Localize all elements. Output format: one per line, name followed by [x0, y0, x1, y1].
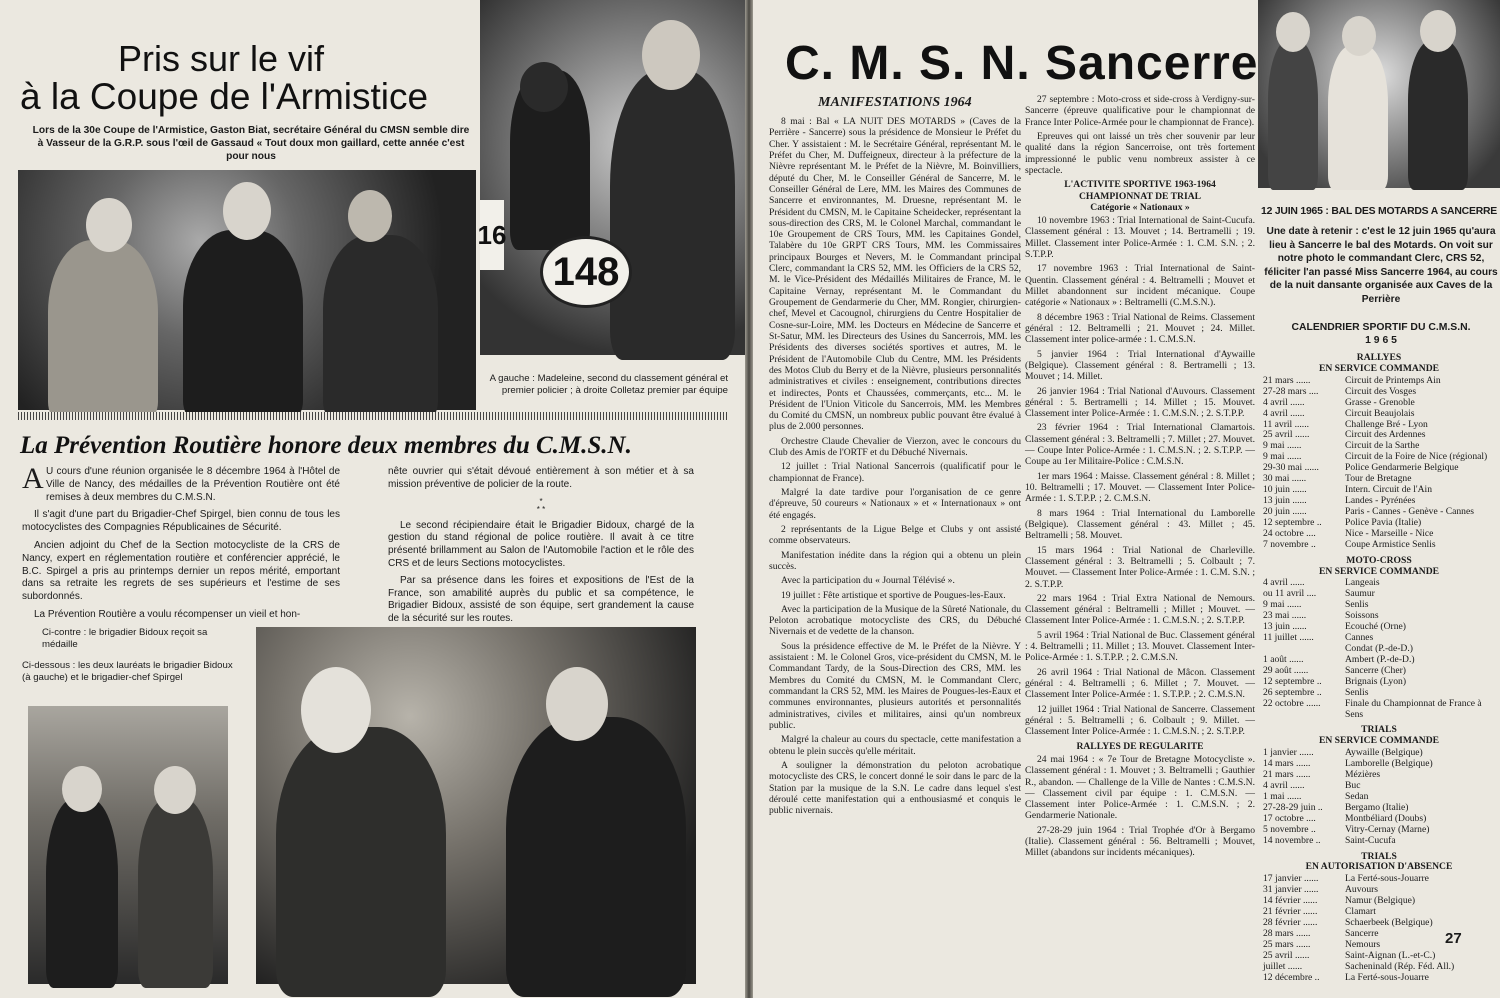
- calendar-section-heading: RALLYES EN SERVICE COMMANDE: [1318, 352, 1440, 374]
- calendar-date: 12 septembre ..: [1263, 516, 1322, 528]
- calendar-event: Condat (P.-de-D.): [1345, 642, 1413, 654]
- calendar-row: [1263, 688, 1495, 699]
- trial-result: 26 janvier 1964 : Trial National d'Auvours. Classement général : 5. Bertramelli ; 14. Millet ; 15. Mouvet. Classement inter Police-Armée : 1. C.M.S.N. ; 2. S.T.P.P.: [1025, 385, 1255, 420]
- calendar-date: 25 mars ......: [1263, 938, 1311, 950]
- calendar-row: [1263, 409, 1495, 420]
- calendar-event: Sancerre: [1345, 928, 1379, 940]
- calendar-event: Sancerre (Cher): [1345, 664, 1406, 676]
- calendar-event: Paris - Cannes - Genève - Cannes: [1345, 505, 1474, 517]
- bike-number-plate-16: [477, 200, 507, 270]
- trial-result: 8 mars 1964 : Trial International du Lamborelle (Belgique). Classement général : 43. Millet ; 45. Beltramelli ; 58. Mouvet.: [1025, 507, 1255, 542]
- prevention-col1-p4: La Prévention Routière a voulu récompenser un vieil et hon-: [34, 608, 301, 620]
- prevention-col1-p2: Il s'agit d'une part du Brigadier-Chef Spirgel, bien connu de tous les motocyclistes des Compagnies Républicaines de Sécurité.: [22, 509, 340, 534]
- intro-paragraph: 27 septembre : Moto-cross et side-cross à Verdigny-sur-Sancerre (épreuve qualificative pour le championnat de France Inter Police-Armée pour le championnat de France).: [1025, 94, 1255, 128]
- prevention-col2-p1: nête ouvrier qui s'était dévoué entièrement à son métier et à sa mission préventive de policier de la route.: [388, 466, 694, 490]
- activite-heading: L'ACTIVITE SPORTIVE 1963-1964 CHAMPIONNAT DE TRIAL Catégorie « Nationaux »: [1064, 179, 1216, 213]
- calendar-date: 20 juin ......: [1263, 505, 1307, 517]
- armistice-title-line2: à la Coupe de l'Armistice: [20, 76, 429, 117]
- calendar-event: Intern. Circuit de l'Ain: [1345, 484, 1432, 496]
- manif-paragraph: A souligner la démonstration du peloton acrobatique motocycliste des CRS, le concert donné le soir dans le parc de la Station par la musique de la S.N. Le cadre dans lequel s'est déroulé cette manifestation qui a enthousiasmé et conquis le public nivernais.: [769, 759, 1021, 817]
- calendar-date: 1 janvier ......: [1263, 747, 1314, 759]
- activite-column: [1025, 94, 1255, 930]
- calendar-event: Namur (Belgique): [1345, 895, 1416, 907]
- calendar-event: Circuit Beaujolais: [1345, 407, 1415, 419]
- trial-result: 22 mars 1964 : Trial Extra National de Nemours. Classement général : Beltramelli ; Millet ; Mouvet. — Classement Inter Police-Armée : 1. C.M.S.N. ; 2. S.T.P.P.: [1025, 592, 1255, 627]
- prevention-col2: [388, 466, 694, 626]
- calendar-event: Police Pavia (Italie): [1345, 516, 1422, 528]
- calendar-event: Challenge Bré - Lyon: [1345, 418, 1428, 430]
- calendar-event: Senlis: [1345, 686, 1369, 698]
- bal-heading: 12 JUIN 1965 : BAL DES MOTARDS A SANCERRE: [1261, 206, 1498, 217]
- manif-paragraph: Malgré la chaleur au cours du spectacle, cette manifestation a obtenu le plein succès qu'elle méritait.: [769, 734, 1021, 757]
- bike-number-plate-148: [540, 236, 632, 308]
- trial-result: 10 novembre 1963 : Trial International de Saint-Cucufa. Classement général : 13. Mouvet ; 14. Bertramelli ; 19. Millet. Classement inter Police-Armée : 1. C.M. S.N. ; 2. S.T.P.P.: [1025, 215, 1255, 261]
- manif-paragraph: Avec la participation du « Journal Télévisé ».: [781, 575, 955, 587]
- calendar-event: Ecouché (Orne): [1345, 621, 1406, 633]
- calendar-date: 17 janvier ......: [1263, 873, 1319, 885]
- medal-ceremony-photo: [256, 627, 696, 984]
- trial-result: 1er mars 1964 : Maisse. Classement général : 8. Millet ; 10. Beltramelli ; 17. Mouvet. — Classement Inter Police-Armée : 1. S.T.P.P. ; 2. C.M.S.N.: [1025, 470, 1255, 505]
- laureats-photo: [28, 706, 228, 984]
- calendar-event: Police Gendarmerie Belgique: [1345, 462, 1459, 474]
- manifestations-column: [769, 116, 1021, 924]
- calendar-date: 12 décembre ..: [1263, 971, 1320, 983]
- calendar-event: Nemours: [1345, 938, 1381, 950]
- calendar-date: 28 mars ......: [1263, 928, 1311, 940]
- calendar-date: 4 avril ......: [1263, 407, 1305, 419]
- prevention-stars: * * *: [536, 496, 546, 514]
- calendar-date: 14 mars ......: [1263, 758, 1311, 770]
- trial-result: 17 novembre 1963 : Trial International de Saint-Quentin. Classement général : 4. Beltramelli ; Mouvet et Millet abandonnent sur incident mécanique. Coupe catégorie « Nationaux » : Beltramelli (C.M.S.N.).: [1025, 263, 1255, 309]
- calendar-date: 4 avril ......: [1263, 396, 1305, 408]
- calendar-date: 29 août ......: [1263, 664, 1309, 676]
- calendar-date: 9 mai ......: [1263, 451, 1302, 463]
- calendar-event: Circuit de la Foire de Nice (régional): [1345, 451, 1488, 463]
- calendar-date: 1 août ......: [1263, 653, 1304, 665]
- calendar-date: 7 novembre ..: [1263, 538, 1316, 550]
- prevention-col2-p2: Le second récipiendaire était le Brigadier Bidoux, chargé de la gestion du stand régional de police routière. Il avait à ce titre présenté brillamment au Salon de l'Automobile l'action et le rôle des CRS et de leurs Sections motocyclistes.: [388, 519, 694, 569]
- calendar-event: Clamart: [1345, 906, 1376, 918]
- calendar-event: Vitry-Cernay (Marne): [1345, 823, 1430, 835]
- calendar-date: 13 juin ......: [1263, 621, 1307, 633]
- calendar-list: [1263, 348, 1495, 983]
- calendar-date: 24 octobre ....: [1263, 527, 1316, 539]
- trial-result: 15 mars 1964 : Trial National de Charleville. Classement général : 3. Beltramelli ; 5. Colbault ; 7. Mouvet. — Classement Inter Police-Armée : 1. C.M. S.N. ; 2. S.T.P.P.: [1025, 544, 1255, 590]
- calendar-row: [1263, 398, 1495, 409]
- dropcap: A: [22, 462, 44, 495]
- calendar-event: Montbéliard (Doubs): [1345, 812, 1427, 824]
- calendar-date: juillet ......: [1263, 960, 1303, 972]
- calendar-event: Finale du Championnat de France à Sens: [1345, 697, 1482, 720]
- calendar-date: 17 octobre ....: [1263, 812, 1316, 824]
- calendar-event: Circuit de la Sarthe: [1345, 440, 1420, 452]
- calendar-date: 27-28-29 juin ..: [1263, 801, 1323, 813]
- calendar-date: 30 mai ......: [1263, 473, 1307, 485]
- cmsn-title: C. M. S. N. Sancerre: [785, 37, 1259, 90]
- prevention-title: La Prévention Routière honore deux membres du C.M.S.N.: [20, 432, 632, 459]
- manif-paragraph: 19 juillet : Fête artistique et sportive de Pougues-les-Eaux.: [781, 589, 1006, 601]
- armistice-photo-caption: A gauche : Madeleine, second du classement général et premier policier ; à droite Colletaz premier par équipe: [489, 373, 728, 397]
- manif-paragraph: Avec la participation de la Musique de la Sûreté Nationale, du Peloton acrobatique motocycliste des CRS, du Débuché Nivernais et de vedette de la chanson.: [769, 603, 1021, 638]
- calendar-date: 4 avril ......: [1263, 577, 1305, 589]
- calendar-date: 22 octobre ......: [1263, 697, 1321, 709]
- calendar-event: Ambert (P.-de-D.): [1345, 653, 1415, 665]
- trial-result: 12 juillet 1964 : Trial National de Sancerre. Classement général : 5. Beltramelli ; 6. Colbault ; 9. Millet. — Classement Inter Police-Armée : 1. C.M.S.N. ; 2. S.T.P.P.: [1025, 703, 1255, 738]
- manif-paragraph: Sous la présidence effective de M. le Préfet de la Nièvre. Y assistaient : M. le Colonel Gros, vice-président du CMSN, M. le Commandant Tardy, de la Sous-Direction des CRS, MM. les Membres du Comité du CMSN, M. le Commandant Clerc, commandant la CRS 52, MM. les Maires de Pougues-les-Eaux et communes environnantes, plusieurs autorités et personnalités administratives, civiles et militaires, ainsi qu'un nombreux public.: [769, 640, 1021, 731]
- manif-paragraph: 2 représentants de la Ligue Belge et Clubs y ont assisté comme observateurs.: [769, 523, 1021, 547]
- calendar-event: Buc: [1345, 780, 1361, 792]
- calendar-event: Coupe Armistice Senlis: [1345, 538, 1436, 550]
- calendar-date: 21 février ......: [1263, 906, 1318, 918]
- left-page: [0, 0, 745, 998]
- prevention-col1-p3: Ancien adjoint du Chef de la Section motocycliste de la CRS de Nancy, expert en réglementation routière et conférencier apprécié, le B.C. Spirgel a pris au printemps dernier un repos mérité, emportant dans sa retraite les regrets de ses supérieurs et l'estime de ses subordonnés.: [22, 539, 340, 603]
- calendar-date: 13 juin ......: [1263, 494, 1307, 506]
- calendar-event: Landes - Pyrénées: [1345, 494, 1416, 506]
- prevention-col1: [22, 462, 340, 622]
- calendar-event: Saumur: [1345, 588, 1375, 600]
- calendar-date: 4 avril ......: [1263, 780, 1305, 792]
- manif-paragraph: Orchestre Claude Chevalier de Vierzon, avec le concours du Club des Amis de l'ORTF et du Débuché Nivernais.: [769, 435, 1021, 459]
- rallyes-reg-heading: RALLYES DE REGULARITE: [1076, 740, 1204, 752]
- right-page: [753, 0, 1500, 998]
- calendar-date: 21 mars ......: [1263, 374, 1311, 386]
- prevention-caption-2: Ci-dessous : les deux lauréats le brigadier Bidoux (à gauche) et le brigadier-chef Spirgel: [22, 660, 233, 684]
- calendar-event: Mézières: [1345, 769, 1381, 781]
- trial-result: 23 février 1964 : Trial International Clamartois. Classement général : 3. Beltramelli ; 7. Millet ; 27. Mouvet. — Coupe Inter Police-Armée : 1. C.M.S.N. ; 2. S.T.P.P. — Coupe au 1er Militaire-Police : C.M.S.N.: [1025, 422, 1255, 468]
- rallye-result: 27-28-29 juin 1964 : Trial Trophée d'Or à Bergamo (Italie). Classement général : 56. Beltramelli ; Mouvet, Millet (abandons sur incidents mécaniques).: [1025, 824, 1255, 859]
- rallye-result: 24 mai 1964 : « 7e Tour de Bretagne Motocycliste ». Classement général : 1. Mouvet ; 3. Beltramelli ; Gauthier R., abandon. — Challenge de la Ville de Nantes : C.M.S.N. — Classement civil par équipe : 1. C.M.S.N. — Classement inter Police-Armée : 1. C.M.S.N. ; 2. Gendarmerie Nationale.: [1025, 753, 1255, 822]
- calendar-title: CALENDRIER SPORTIF DU C.M.S.N. 1 9 6 5: [1291, 322, 1471, 347]
- trial-result: 8 décembre 1963 : Trial National de Reims. Classement général : 12. Beltramelli ; 21. Mouvet ; 24. Millet. Classement inter police-armée : 1. C.M.S.N.: [1025, 311, 1255, 346]
- prevention-caption-1: Ci-contre : le brigadier Bidoux reçoit sa médaille: [42, 627, 208, 651]
- calendar-event: Senlis: [1345, 599, 1369, 611]
- calendar-event: Sedan: [1345, 790, 1369, 802]
- calendar-row: [1263, 825, 1495, 836]
- calendar-row: [1263, 540, 1495, 551]
- calendar-event: Soissons: [1345, 610, 1379, 622]
- calendar-date: 11 avril ......: [1263, 418, 1310, 430]
- calendar-date: 29-30 mai ......: [1263, 462, 1319, 474]
- calendar-event: Lamborelle (Belgique): [1345, 758, 1433, 770]
- calendar-event: Cannes: [1345, 632, 1374, 644]
- page-gutter: [745, 0, 753, 998]
- prevention-col1-p1: U cours d'une réunion organisée le 8 décembre 1964 à l'Hôtel de Ville de Nancy, des médailles de la Prévention Routière ont été remises à deux membres du C.M.S.N.: [46, 466, 340, 503]
- calendar-event: Brignais (Lyon): [1345, 675, 1407, 687]
- bike-number-16: 16: [477, 219, 507, 250]
- trial-result: 5 janvier 1964 : Trial International d'Aywaille (Belgique). Classement général : 8. Bertramelli ; 13. Mouvet ; 14. Millet.: [1025, 348, 1255, 383]
- calendar-event: Saint-Aignan (L.-et-C.): [1345, 949, 1436, 961]
- calendar-date: 11 juillet ......: [1263, 632, 1314, 644]
- calendar-date: ou 11 avril ....: [1263, 588, 1317, 600]
- calendar-event: Schaerbeek (Belgique): [1345, 917, 1433, 929]
- calendar-row: [1263, 699, 1495, 721]
- calendar-event: Auvours: [1345, 884, 1379, 896]
- calendar-row: [1263, 836, 1495, 847]
- armistice-title-line1: Pris sur le vif: [118, 38, 325, 79]
- calendar-date: 25 avril ......: [1263, 949, 1310, 961]
- calendar-event: La Ferté-sous-Jouarre: [1345, 873, 1429, 885]
- bike-number-148: 148: [552, 249, 620, 294]
- section-divider: [18, 412, 728, 420]
- calendar-event: Tour de Bretagne: [1345, 473, 1412, 485]
- manif-heading: MANIFESTATIONS 1964: [818, 95, 972, 110]
- calendar-date: 25 avril ......: [1263, 429, 1310, 441]
- manif-paragraph: Malgré la date tardive pour l'organisation de ce genre d'épreuve, 50 coureurs « Nationaux » et « Internationaux » ont été engagés.: [769, 487, 1021, 521]
- motorcycle-photo: [477, 0, 745, 355]
- calendar-event: Grasse - Grenoble: [1345, 396, 1415, 408]
- calendar-event: Circuit des Ardennes: [1345, 429, 1426, 441]
- calendar-date: 21 mars ......: [1263, 769, 1311, 781]
- calendar-date: 9 mai ......: [1263, 440, 1302, 452]
- calendar-date: 31 janvier ......: [1263, 884, 1319, 896]
- calendar-date: 14 novembre ..: [1263, 834, 1321, 846]
- trial-result: 26 avril 1964 : Trial National de Mâcon. Classement général : 4. Beltramelli ; 6. Millet ; 7. Mouvet. — Classement Inter Police-Armée : 1. S.T.P.P. ; 2. C.M.S.N.: [1025, 666, 1255, 701]
- calendar-section-heading: MOTO-CROSS EN SERVICE COMMANDE: [1318, 554, 1440, 577]
- bal-text: Une date à retenir : c'est le 12 juin 1965 qu'aura lieu à Sancerre le bal des Motards. On voit sur notre photo le commandant Clerc, CRS 52, féliciter l'an passé Miss Sancerre 1964, au cours de la nuit dansante organisée aux Caves de la Perrière: [1264, 226, 1498, 305]
- calendar-date: 10 juin ......: [1263, 484, 1307, 496]
- calendar-event: Sacheninald (Rép. Féd. All.): [1345, 960, 1455, 972]
- calendar-event: La Ferté-sous-Jouarre: [1345, 971, 1429, 983]
- calendar-date: 27-28 mars ....: [1263, 385, 1319, 397]
- manif-paragraph: 12 juillet : Trial National Sancerrois (qualificatif pour le championnat de France).: [769, 461, 1021, 484]
- armistice-intro: Lors de la 30e Coupe de l'Armistice, Gaston Biat, secrétaire Général du CMSN semble dire à Vasseur de la G.R.P. sous l'œil de Gassaud « Tout doux mon gaillard, cette année c'est pour nous: [32, 125, 470, 163]
- manif-paragraph: Manifestation inédite dans la région qui a obtenu un plein succès.: [769, 549, 1021, 572]
- calendar-row: [1263, 973, 1495, 984]
- calendar-date: 26 septembre ..: [1263, 686, 1322, 698]
- calendar-event: Langeais: [1345, 577, 1380, 589]
- calendar-date: 14 février ......: [1263, 895, 1318, 907]
- intro-paragraph: Epreuves qui ont laissé un très cher souvenir par leur qualité dans la région Sancerroise, ont très fortement impressionné le public venu nombreux assister à ce spectacle.: [1025, 130, 1255, 176]
- trial-result: 5 avril 1964 : Trial National de Buc. Classement général : 4. Beltramelli ; 11. Millet ; 13. Mouvet. Classement Inter-Police-Armée : 1. S.T.P.P. ; 2. C.M.S.N.: [1025, 629, 1255, 664]
- armistice-group-photo: [18, 170, 476, 410]
- calendar-date: 5 novembre ..: [1263, 823, 1316, 835]
- calendar-section-heading: TRIALS EN AUTORISATION D'ABSENCE: [1305, 850, 1453, 873]
- bal-photo: [1258, 0, 1500, 188]
- prevention-col2-p3: Par sa présence dans les foires et expositions de l'Est de la France, son amabilité auprès du public et sa compétence, le Brigadier Bidoux, assisté de son équipe, sert grandement la cause de la sécurité sur les routes.: [388, 574, 694, 625]
- calendar-date: 28 février ......: [1263, 917, 1318, 929]
- calendar-date: 23 mai ......: [1263, 610, 1307, 622]
- calendar-event: Bergamo (Italie): [1345, 801, 1409, 813]
- calendar-date: 12 septembre ..: [1263, 675, 1322, 687]
- calendar-event: Nice - Marseille - Nice: [1345, 527, 1434, 539]
- calendar-section-heading: TRIALS EN SERVICE COMMANDE: [1318, 724, 1440, 747]
- calendar-date: 9 mai ......: [1263, 599, 1302, 611]
- manif-paragraph: 8 mai : Bal « LA NUIT DES MOTARDS » (Caves de la Perrière - Sancerre) sous la présidence de Monsieur le Préfet du Cher. Y assistaient : M. le Secrétaire Général, représentant M. le Préfet du Cher, M. Duffeigneux, directeur à la préfecture de la Nièvre représentant M. le Préfet de la Nièvre, M. Boinvilliers, député du Cher, M. le Conseiller Général de Sancerre, M. le Conseiller Général de Lere, MM. les Maires des Communes de Sancerre et environnantes, M. Druesne, représentant M. le Président du CMSN, M. le Capitaine Scheidecker, représentant la sous-direction des CRS, M. le Colonel Marchal, commandant le 10e Groupement de CRS Tours, MM. les Capitaines Gondel, Talabère du 10e GRPT CRS Tours, MM. les Commissaires principaux Bourges et Nevers, M. le Commandant principal Clerc, commandant la CRS 52, MM. les Officiers de la CRS 52, M. le Vice-Président des Médaillés Militaires de France, M. le Capitaine Vernay, représentant M. le Commandant du Groupement de Gendarmerie du Cher, MM. Rongier, chirurgien-chef, Mevel et Cacougnol, chirurgiens du Centre Hospitalier de Cosne-sur-Loire, MM. les Docteurs en Médecine de Sancerre et St-Satur, MM. les Directeurs des Usines du Sancerrois, MM. les Présidents des diverses sociétés sportives et autres, M. le Président de l'Automobile Club du Centre, MM. les Présidents des Motos Club du Berry et de la Nièvre, plusieurs personnalités administratives et civiles : enseignement, contributions directes et indirectes, Ponts et Chaussées, commerçants, etc... M. le Président de l'Union Viticole du Sancerrois, MM. les Membres du Comité du CMSN, un nombreux public pouvant être évalué à plus de 2.000 personnes.: [769, 116, 1021, 433]
- calendar-event: Aywaille (Belgique): [1345, 747, 1423, 759]
- calendar-event: Circuit de Printemps Ain: [1345, 374, 1441, 386]
- calendar-event: Saint-Cucufa: [1345, 834, 1396, 846]
- page-number: 27: [1445, 930, 1462, 947]
- calendar-date: 1 mai ......: [1263, 790, 1302, 802]
- calendar-event: Circuit des Vosges: [1345, 385, 1417, 397]
